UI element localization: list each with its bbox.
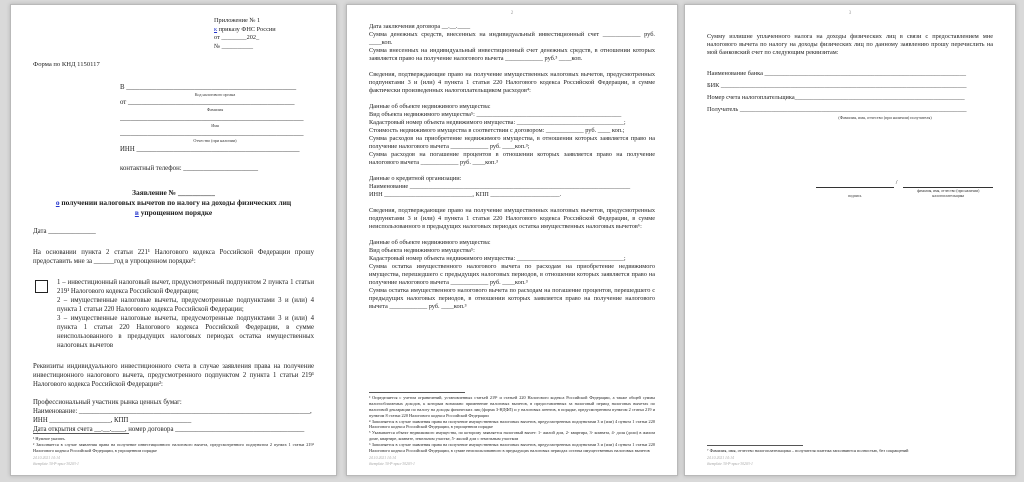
recipient-label: (Фамилия, имя, отчество (при наличии) получателя) — [838, 115, 932, 121]
credit-org-inn-kpp-row: ИНН ____________________________, КПП ______________________. — [369, 190, 562, 198]
signature-name-line — [903, 179, 993, 188]
deduction-options-text — [57, 279, 314, 351]
cadastral-number-row-2: Кадастровый номер объекта недвижимого имущества: __________________________________; — [369, 254, 626, 262]
title-edit-mark-1: о — [55, 197, 60, 207]
bank-name-row: Наименование банка ________________________________________________________________ — [707, 69, 967, 77]
deposited-sum-row: Сумма денежных средств, внесенных на индивидуальный инвестиционный счет ____________ руб. ____коп. — [369, 30, 655, 46]
date-label: Дата — [33, 227, 49, 235]
annex-line-2 — [214, 26, 314, 35]
tax-authority-field: __________________________________________________ — [126, 83, 297, 91]
page-3-number: 3 — [848, 11, 852, 16]
title-line-1 — [33, 188, 314, 198]
footnote-separator-2 — [369, 392, 465, 393]
stamp-date-2: 24.10.2021 14:14 — [369, 456, 396, 461]
title-line-2 — [33, 198, 314, 208]
page-2-content — [347, 5, 677, 475]
footnote-separator — [33, 433, 129, 434]
signature-line — [816, 179, 894, 188]
option-1: 1 – инвестиционный налоговый вычет, предусмотренный подпунктом 2 пункта 1 статьи 219¹ Налогового кодекса Российской Федерации; — [57, 278, 314, 295]
phone-row — [120, 165, 310, 174]
print-stamp-2 — [369, 456, 655, 467]
footnote-5: ⁵ Указывается объект недвижимого имущества, по которому заявляется налоговый вычет: 1- жилой дом, 2- квартира, 3- комната, 4- доля (доли) в жилом доме, квартире, комнате, земельном участке, 5- жилой дом с земельным участком — [369, 430, 655, 441]
option-2: 2 – имущественные налоговые вычеты, предусмотренные подпунктами 3 и (или) 4 пункта 1 статьи 220 Налогового кодекса Российской Федерации; — [57, 296, 314, 313]
broker-contract-row: Дата открытия счета __.__.____, номер договора ______________________________________ — [33, 426, 305, 434]
recipient-row: Получатель ________________________________________________________________________ — [707, 106, 967, 114]
iis-sums-block — [369, 23, 655, 63]
property-cost-row: Стоимость недвижимого имущества в соответствии с договором: ____________ руб. ____ коп.; — [369, 126, 625, 134]
property-type-row: Вид объекта недвижимого имущества⁵: ______________________________________________ — [369, 110, 622, 118]
broker-name-row: Наименование: ____________________________________________________________________, — [33, 408, 312, 416]
property-object-block-1 — [369, 103, 655, 167]
page-1-content — [11, 5, 336, 475]
footnote-3: ³ Определяется с учетом ограничений, установленных статьей 219¹ и статьей 220 Налогового кодекса Российской Федерации, а также общей суммы налогооблагаемых доходов, к которым возможно применение налоговых вычетов, в предоставленных за налоговый период налоговых вычетах по налоговой декларации по налогу на доходы физических лиц (форма 3-НДФЛ) и у налоговых агентов, в порядке, предусмотренном пунктом 2 статьи 219 и пунктом 8 статьи 220 Налогового кодекса Российской Федерации — [369, 395, 655, 418]
firstname-field: ______________________________________________________ — [120, 114, 304, 122]
stamp-date: 24.10.2021 14:14 — [33, 456, 60, 461]
cadastral-number-row: Кадастровый номер объекта недвижимого имущества: __________________________________; — [369, 118, 626, 126]
surname-field: _________________________________________________ — [127, 99, 295, 107]
footnote-6: ⁶ Заполняется в случае заявления права на получение имущественных налоговых вычетов, предусмотренных подпунктами 3 и (или) 4 пункта 1 статьи 220 Налогового кодекса Российской Федерации, в сумме неиспользованного в предыдущих налоговых периодах остатка имущественных налоговых вычетов — [369, 441, 655, 453]
title-edit-mark-2: в — [134, 207, 139, 217]
credit-organization-block — [369, 175, 655, 199]
annex-edit-mark: к — [214, 25, 218, 33]
addressee-block — [120, 84, 310, 174]
property-data-heading-2: Данные об объекте недвижимого имущества: — [369, 238, 491, 246]
print-stamp — [33, 456, 314, 467]
patronymic-field: ______________________________________________________ — [120, 130, 304, 138]
inn-prefix: ИНН — [120, 146, 137, 154]
property-data-heading: Данные об объекте недвижимого имущества: — [369, 102, 491, 110]
signature-row — [816, 179, 993, 188]
credit-org-heading: Данные о кредитной организации: — [369, 174, 462, 182]
page-2[interactable] — [346, 4, 678, 476]
contract-date-row: Дата заключения договора __.__.____ — [369, 23, 471, 30]
stamp-ref-3: #template 30-Р-прил-30203-1 — [707, 461, 753, 466]
title-line-2-rest: получении налоговых вычетов по налогу на доходы физических лиц — [59, 197, 292, 207]
page-3-footer — [707, 445, 993, 467]
signature-field — [816, 179, 894, 188]
title-line-3-rest: упрощенном порядке — [138, 207, 213, 217]
stamp-date-3: 24.10.2021 14:14 — [707, 456, 734, 461]
purchase-remainder-row: Сумма остатка имущественного налогового вычета по расходам на приобретение недвижимого имущества, перешедшего с предыдущих налоговых периодов, в отношении которых заявляется право на получение налогового вычета ____________ руб. ____коп.³ — [369, 262, 655, 286]
annex-header — [214, 17, 314, 51]
date-row — [33, 228, 314, 237]
title-number-blank: __________ — [176, 187, 215, 197]
signature-slash: / — [895, 179, 898, 187]
iis-requisites-paragraph: Реквизиты индивидуального инвестиционного счета в случае заявления права на получение инвестиционного налогового вычета, предусмотренного подпунктом 2 пункта 1 статьи 219¹ Налогового кодекса Российской Федерации²: — [33, 362, 314, 388]
remainder-deduction-heading-text: Сведения, подтверждающие право на получение имущественных налоговых вычетов, предусмотренных подпунктами 3 и (или) 4 пункта 1 статьи 220 Налогового кодекса Российской Федерации, в сумме неиспользованного в предыдущих налоговых периодах остатка имущественных налоговых вычетов⁶: — [369, 206, 655, 230]
surname-label: Фамилия — [206, 107, 224, 113]
property-deduction-heading-text: Сведения, подтверждающие право на получение имущественных налоговых вычетов, предусмотренных подпунктами 3 и (или) 4 пункта 1 статьи 220 Налогового кодекса Российской Федерации, в сумме фактически произведенных налогоплательщиком расходов⁴: — [369, 70, 655, 94]
remainder-deduction-heading — [369, 207, 655, 231]
claimed-sum-row: Сумма внесенных на индивидуальный инвестиционный счет денежных средств, в отношении которых заявляется право на получение налогового вычета ____________ руб.³ ____коп. — [369, 46, 655, 62]
credit-org-name-row: Наименование ______________________________________________________________________ — [369, 182, 631, 190]
stamp-ref: #template 30-Р-прил-30203-1 — [33, 461, 79, 466]
footnote-7: ⁷ Фамилия, имя, отчество налогоплательщика – получателя платежа заполняются полностью, без сокращений — [707, 447, 909, 453]
page-1-footer — [33, 433, 314, 467]
inn-field: ________________________________________________ — [136, 146, 300, 154]
phone-prefix: контактный телефон: — [120, 164, 184, 172]
broker-heading: Профессиональный участник рынка ценных бумаг: — [33, 399, 182, 407]
interest-expenses-row: Сумма расходов на погашение процентов в отношении которых заявляется право на получение налогового вычета ____________ руб. ____коп.³ — [369, 150, 655, 166]
annex-line-4: № __________ — [214, 42, 254, 50]
property-deduction-heading — [369, 71, 655, 95]
broker-block — [33, 399, 314, 435]
page-3[interactable] — [684, 4, 1016, 476]
stamp-ref-2: #template 30-Р-прил-30203-1 — [369, 461, 415, 466]
interest-remainder-row: Сумма остатка имущественного налогового вычета по расходам на погашение процентов, перешедшего с предыдущих налоговых периодов, в отношении которых заявляется право на получение налогового вычета ____________ руб. ____коп.³ — [369, 286, 655, 310]
title-word: Заявление № — [132, 187, 177, 197]
refund-paragraph: Сумму излишне уплаченного налога на доходы физических лиц в связи с предоставлением мне налогового вычета по налогу на доходы физических лиц по данному заявлению прошу перечислить на мой банковский счет по следующим реквизитам: — [707, 33, 993, 57]
property-type-row-2: Вид объекта недвижимого имущества⁵: — [369, 246, 475, 254]
signature-block — [816, 179, 993, 199]
signature-name-field — [903, 179, 993, 188]
signature-label: подпись — [848, 193, 862, 198]
property-object-block-2 — [369, 239, 655, 311]
annex-line-2-rest: приказу ФНС России — [217, 25, 276, 33]
deduction-checkbox[interactable] — [35, 280, 48, 293]
footnote-1: ¹ Нужное указать. — [33, 435, 66, 441]
form-code: Форма по КНД 1150117 — [33, 61, 100, 68]
page-1[interactable] — [10, 4, 337, 476]
document-title — [33, 188, 314, 218]
footnote-4: ⁴ Заполняется в случае заявления права на получение имущественных налоговых вычетов, предусмотренных подпунктами 3 и (или) 4 пункта 1 статьи 220 Налогового кодекса Российской Федерации, в упрощенном порядке — [369, 418, 655, 430]
page-2-number: 2 — [510, 11, 514, 16]
to-prefix: В — [120, 83, 127, 91]
bank-details-block — [707, 70, 993, 121]
option-3: 3 – имущественные налоговые вычеты, предусмотренные подпунктами 3 и (или) 4 пункта 1 статьи 220 Налогового кодекса Российской Федерации, в сумме неиспользованного в предыдущих налоговых периодах остатка имущественных налоговых вычетов — [57, 314, 314, 349]
firstname-label: Имя — [211, 122, 219, 128]
title-line-3 — [33, 208, 314, 218]
print-stamp-3 — [707, 456, 993, 467]
purchase-expenses-row: Сумма расходов на приобретение недвижимого имущества, в отношении которых заявляется право на получение налогового вычета ____________ руб. ____коп.³; — [369, 134, 655, 150]
footnote-2: ² Заполняется в случае заявления права на получение инвестиционного налогового вычета, предусмотренного подпунктом 2 пункта 1 статьи 219¹ Налогового кодекса Российской Федерации, в упрощенном порядке — [33, 441, 314, 453]
account-number-row: Номер счета налогоплательщика______________________________________________________ — [707, 93, 965, 101]
from-prefix: от — [120, 99, 128, 107]
basis-paragraph: На основании пункта 2 статьи 221¹ Налогового кодекса Российской Федерации прошу предоставить мне за ______год в упрощенном порядке¹: — [33, 248, 314, 265]
signature-name-label: фамилия, имя, отчество (при наличии) налогоплательщика — [916, 188, 980, 198]
date-field: ______________ — [48, 227, 96, 235]
annex-line-1: Приложение № 1 — [214, 17, 261, 24]
phone-field: ______________________ — [183, 164, 259, 172]
signature-labels-row — [816, 188, 993, 199]
tax-authority-label: Код налогового органа — [194, 91, 236, 97]
bik-row: БИК ______________________________________________________________________________ — [707, 81, 967, 89]
deduction-options — [33, 279, 314, 351]
page-3-content — [685, 5, 1015, 475]
page-2-footer — [369, 392, 655, 467]
patronymic-label: Отчество (при наличии) — [193, 138, 237, 144]
annex-line-3: от ________202_ — [214, 34, 260, 41]
footnote-separator-3 — [707, 445, 803, 446]
broker-inn-kpp-row: ИНН __________________, КПП __________________ — [33, 417, 192, 425]
inn-row — [120, 146, 310, 155]
